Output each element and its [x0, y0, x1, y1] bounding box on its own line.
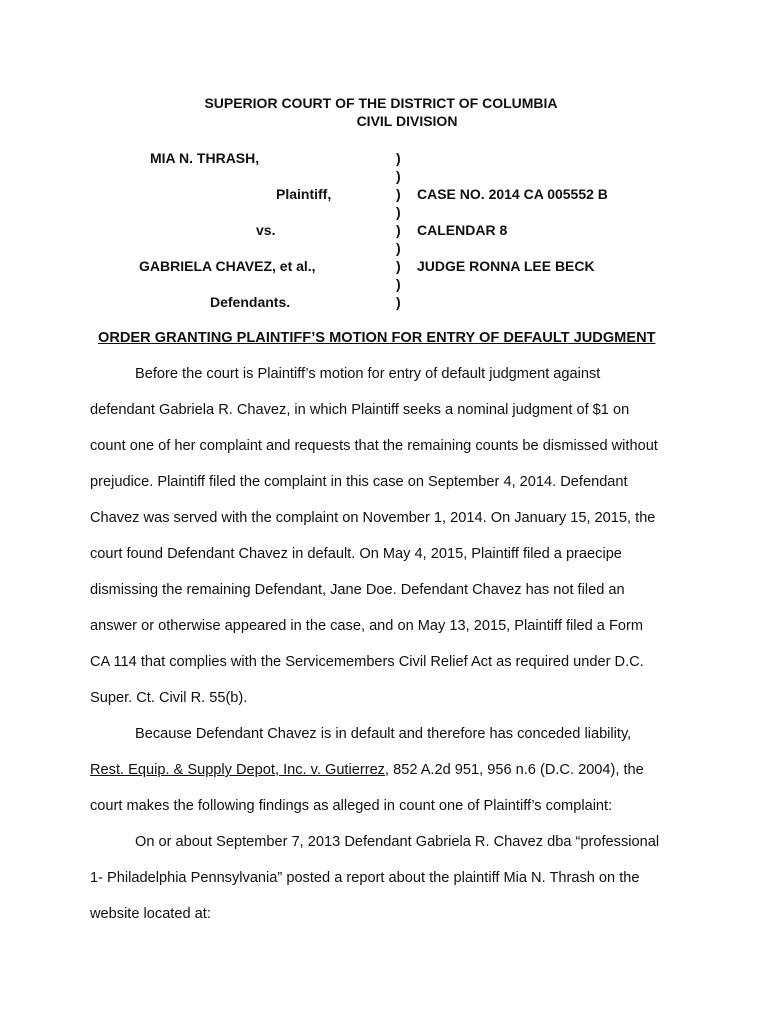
plaintiff-name: MIA N. THRASH, [150, 150, 260, 166]
caption-paren: ) [396, 240, 401, 256]
court-name: SUPERIOR COURT OF THE DISTRICT OF COLUMBIA [204, 95, 558, 111]
body-line: Because Defendant Chavez is in default and therefore has conceded liability, [135, 726, 632, 742]
body-line: Chavez was served with the complaint on November 1, 2014. On January 15, 2015, the [90, 510, 656, 526]
body-line: 1- Philadelphia Pennsylvania” posted a report about the plaintiff Mia N. Thrash on the [90, 870, 640, 886]
caption-paren: ) [396, 258, 401, 274]
body-line: Before the court is Plaintiff’s motion for entry of default judgment against [135, 366, 601, 382]
caption-paren: ) [396, 294, 401, 310]
caption-paren: ) [396, 168, 401, 184]
body-line: CA 114 that complies with the Servicemembers Civil Relief Act as required under D.C. [90, 654, 644, 670]
caption-paren: ) [396, 276, 401, 292]
body-line: answer or otherwise appeared in the case, and on May 13, 2015, Plaintiff filed a Form [90, 618, 643, 634]
judge-name: JUDGE RONNA LEE BECK [417, 258, 595, 274]
body-line: On or about September 7, 2013 Defendant Gabriela R. Chavez dba “professional [135, 834, 660, 850]
versus-label: vs. [256, 222, 276, 238]
citation-reporter: , 852 A.2d 951, 956 n.6 (D.C. 2004), the [384, 762, 644, 778]
body-line: prejudice. Plaintiff filed the complaint in this case on September 4, 2014. Defendant [90, 474, 628, 490]
caption-paren: ) [396, 222, 401, 238]
order-title: ORDER GRANTING PLAINTIFF’S MOTION FOR ENTRY OF DEFAULT JUDGMENT [98, 330, 656, 346]
body-line: dismissing the remaining Defendant, Jane Doe. Defendant Chavez has not filed an [90, 582, 625, 598]
body-line: court found Defendant Chavez in default. On May 4, 2015, Plaintiff filed a praecipe [90, 546, 622, 562]
caption-paren: ) [396, 204, 401, 220]
body-line: defendant Gabriela R. Chavez, in which Plaintiff seeks a nominal judgment of $1 on [90, 402, 630, 418]
body-line: website located at: [90, 906, 211, 922]
citation-line [90, 761, 644, 779]
court-division: CIVIL DIVISION [356, 113, 458, 129]
caption-paren: ) [396, 150, 401, 166]
case-number: CASE NO. 2014 CA 005552 B [417, 186, 608, 202]
body-line: Super. Ct. Civil R. 55(b). [90, 690, 248, 706]
body-line: count one of her complaint and requests that the remaining counts be dismissed without [90, 438, 658, 454]
caption-paren: ) [396, 186, 401, 202]
plaintiff-role: Plaintiff, [276, 186, 332, 202]
defendant-role: Defendants. [210, 294, 291, 310]
case-citation: Rest. Equip. & Supply Depot, Inc. v. Gutierrez [90, 762, 385, 778]
calendar-number: CALENDAR 8 [417, 222, 508, 238]
defendant-name: GABRIELA CHAVEZ, et al., [139, 258, 316, 274]
body-line: court makes the following findings as alleged in count one of Plaintiff’s complaint: [90, 798, 613, 814]
